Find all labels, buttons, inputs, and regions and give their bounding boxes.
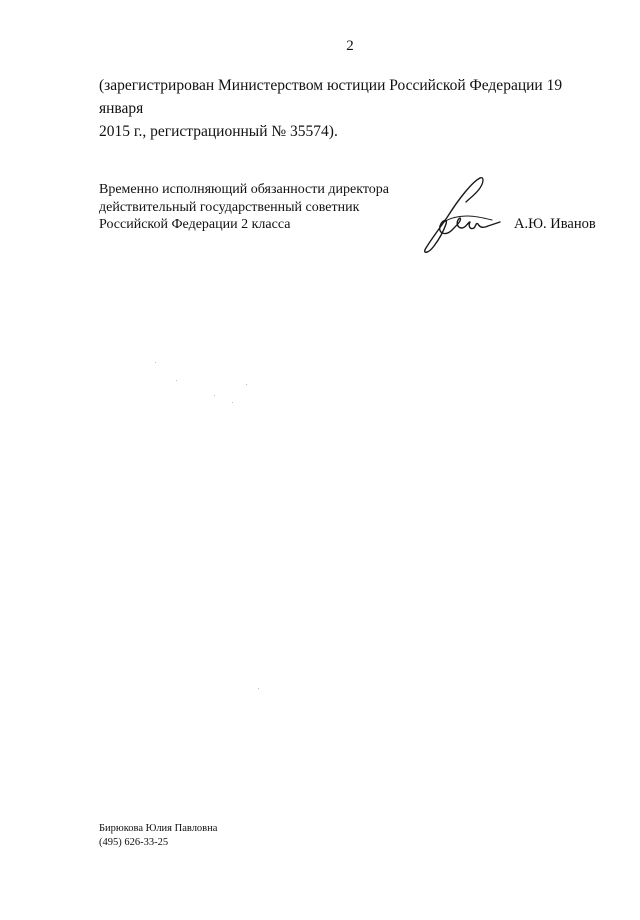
handwritten-signature (418, 172, 508, 260)
page-number: 2 (346, 38, 354, 54)
scan-speck (258, 688, 259, 689)
executor-name: Бирюкова Юлия Павловна (99, 823, 218, 834)
scan-speck (176, 380, 177, 381)
signer-name: А.Ю. Иванов (514, 216, 596, 232)
position-line-2: действительный государственный советник (99, 199, 360, 215)
signatory-position (99, 181, 419, 234)
scan-speck (214, 395, 215, 396)
executor-phone: (495) 626-33-25 (99, 836, 169, 848)
position-line-3: Российской Федерации 2 класса (99, 217, 291, 232)
executor-info (99, 822, 217, 849)
position-line-1: Временно исполняющий обязанности директора (99, 182, 389, 197)
body-line-2: 2015 г., регистрационный № 35574). (99, 123, 338, 140)
signature-stroke-main (425, 178, 500, 252)
scan-speck (246, 384, 247, 385)
signature-stroke-underline (444, 216, 492, 222)
scan-speck (155, 362, 156, 363)
scan-speck (232, 402, 233, 403)
body-text (99, 74, 604, 143)
body-line-1: (зарегистрирован Министерством юстиции Российской Федерации 19 января (99, 77, 563, 117)
